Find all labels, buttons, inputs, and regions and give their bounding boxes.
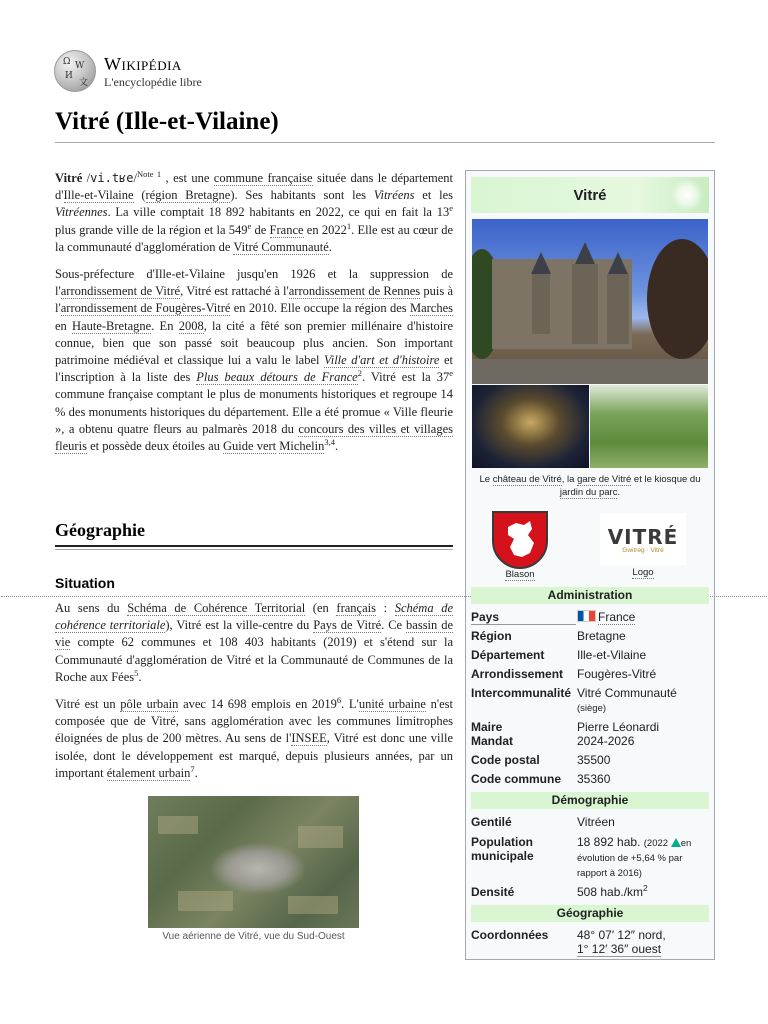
text-run: de bbox=[251, 222, 270, 237]
text-run: . Ce bbox=[381, 618, 407, 633]
text-run: . L' bbox=[341, 697, 359, 712]
section-divider bbox=[55, 545, 453, 547]
text-run: vi.tʁe bbox=[90, 171, 134, 185]
text-run: . En bbox=[151, 318, 179, 333]
article-intro bbox=[55, 170, 453, 465]
text-run: commune française comptant le plus de monuments historiques et regroupe 14 % des monuments historiques du département. Elle a été promue « Ville fleurie », a obtenu quatre fleurs au palmarès 2018 du bbox=[55, 387, 453, 436]
text-run: . La ville comptait 18 892 habitants en 2022, ce qui en fait la 13 bbox=[107, 205, 450, 220]
inline-link[interactable]: arrondissement de Rennes bbox=[288, 284, 421, 299]
text-run: Au sens du bbox=[55, 601, 128, 615]
inline-link[interactable]: gare de Vitré bbox=[577, 474, 632, 485]
inline-link[interactable]: Haute-Bretagne bbox=[72, 318, 152, 333]
wikipedia-globe-logo[interactable]: Ω W И 文 bbox=[54, 50, 96, 92]
inline-link[interactable]: Ille-et-Vilaine bbox=[63, 188, 134, 203]
text-run: . bbox=[138, 669, 142, 684]
text-run: . Elle est au cœur de la communauté d'agglomération de bbox=[55, 222, 453, 254]
inline-link[interactable]: Michelin bbox=[279, 439, 325, 454]
population-number: 18 892 hab. bbox=[577, 835, 641, 849]
text-run: en 2010. Elle occupe la région des bbox=[230, 301, 410, 316]
page-title: Vitré (Ille-et-Vilaine) bbox=[55, 108, 279, 135]
text-run: et le kiosque du bbox=[631, 474, 701, 485]
population-evolution[interactable]: en évolution de +5,64 % par rapport à 2016) bbox=[577, 838, 692, 879]
text-run: Vitré bbox=[55, 171, 83, 185]
maire-mandat-values bbox=[577, 720, 711, 748]
logo-subtitle: Gwitreg · Vitré bbox=[622, 546, 664, 554]
arrondissement-key[interactable]: Arrondissement bbox=[471, 667, 564, 681]
interco-name[interactable]: Vitré Communauté bbox=[577, 686, 677, 700]
text-run: ( bbox=[133, 188, 146, 203]
text-run: ), Vitré est la ville-centre du bbox=[165, 618, 314, 633]
infobox bbox=[465, 170, 715, 960]
coordonnees-key[interactable]: Coordonnées bbox=[471, 928, 549, 942]
kiosque-photo[interactable] bbox=[590, 385, 708, 468]
infobox-title bbox=[471, 177, 709, 213]
reference-sup[interactable]: e bbox=[247, 220, 252, 231]
inline-link[interactable]: Schéma de cohérence territoriale bbox=[55, 601, 454, 633]
situation-paragraph-2 bbox=[55, 696, 453, 782]
inline-link[interactable]: INSEE bbox=[291, 731, 327, 746]
inline-link[interactable]: château de Vitré bbox=[492, 474, 562, 485]
inline-link[interactable]: étalement urbain bbox=[106, 765, 191, 780]
code-commune-value: 35360 bbox=[577, 772, 611, 786]
inline-link[interactable]: jardin du parc bbox=[559, 487, 618, 498]
inline-link[interactable]: arrondissement de Fougères-Vitré bbox=[60, 301, 231, 316]
inline-link[interactable]: pôle urbain bbox=[120, 697, 179, 712]
situation-body bbox=[55, 600, 453, 792]
text-run: n'est composée que de Vitré, sans agglomération avec les communes limitrophes éloignées de plus de 200 mètres. Au sens de l' bbox=[55, 697, 453, 746]
text-run: / bbox=[133, 171, 137, 185]
text-run: avec 14 698 emplois en 2019 bbox=[178, 697, 337, 712]
site-header bbox=[54, 50, 202, 92]
vitre-logo-image[interactable] bbox=[600, 513, 686, 565]
inline-link[interactable]: Vitré Communauté bbox=[233, 239, 329, 254]
reference-sup[interactable]: Note 1 bbox=[137, 168, 162, 179]
mandat-key[interactable]: Mandat bbox=[471, 734, 513, 748]
logo-wordmark: VITRÉ bbox=[607, 524, 679, 549]
inline-link[interactable]: 2008 bbox=[178, 318, 204, 333]
reference-sup[interactable]: 6 bbox=[336, 694, 342, 705]
reference-sup[interactable]: 5 bbox=[134, 667, 139, 678]
text-run: , Vitré est donc une ville isolée, dont le développement est marqué, depuis plusieurs années, par un important bbox=[55, 731, 453, 780]
france-flag-icon bbox=[577, 610, 596, 622]
text-run: en bbox=[55, 318, 73, 333]
reference-sup[interactable]: 3,4 bbox=[324, 436, 336, 447]
maire-mandat-keys bbox=[471, 720, 576, 748]
infobox-section-administration: Administration bbox=[471, 587, 709, 604]
pays-value[interactable]: France bbox=[577, 610, 711, 624]
inline-link[interactable]: commune française bbox=[213, 171, 313, 185]
text-run: (en bbox=[305, 601, 337, 615]
interco-note: (siège) bbox=[577, 703, 607, 714]
text-run: . Vitré est la 37 bbox=[361, 370, 450, 385]
text-run: . bbox=[328, 239, 332, 254]
text-run: Sous-préfecture d'Ille-et-Vilaine jusqu'en 1926 et la suppression de l' bbox=[55, 267, 453, 299]
text-run: , Vitré est rattaché à l' bbox=[180, 284, 289, 299]
chateau-photo[interactable] bbox=[472, 219, 708, 384]
brand-name: Wikipédia bbox=[104, 53, 182, 74]
infobox-section-demographie: Démographie bbox=[471, 792, 709, 809]
title-divider bbox=[55, 142, 715, 143]
gare-photo[interactable] bbox=[472, 385, 589, 468]
departement-key[interactable]: Département bbox=[471, 648, 545, 662]
intro-paragraph-2 bbox=[55, 266, 453, 455]
text-run: Le bbox=[479, 474, 493, 485]
population-key[interactable]: Population municipale bbox=[471, 835, 534, 863]
region-value[interactable]: Bretagne bbox=[577, 629, 626, 643]
inline-link[interactable]: Pays de Vitré bbox=[313, 618, 382, 633]
text-run: . bbox=[335, 439, 339, 454]
inline-link[interactable]: France bbox=[269, 222, 304, 237]
inline-link[interactable]: Schéma de Cohérence Territorial bbox=[127, 601, 306, 615]
text-run: / bbox=[82, 171, 91, 185]
text-run: située dans le département d' bbox=[55, 171, 453, 203]
code-postal-value: 35500 bbox=[577, 753, 611, 767]
text-run: et possède deux étoiles au bbox=[86, 439, 224, 454]
mandat-value: 2024-2026 bbox=[577, 734, 635, 748]
inline-link[interactable]: Guide vert bbox=[223, 439, 277, 454]
text-run: en 2022 bbox=[303, 222, 347, 237]
text-run: , est une bbox=[161, 171, 214, 185]
densite-value: 508 $hab./km^2$ bbox=[577, 883, 648, 899]
reference-sup[interactable]: 2 bbox=[357, 368, 362, 379]
aerial-photo[interactable] bbox=[148, 796, 359, 928]
trend-up-icon bbox=[671, 838, 681, 847]
infobox-title-text: Vitré bbox=[573, 186, 607, 204]
firework-decoration-icon bbox=[671, 179, 703, 211]
text-run: Vitréennes bbox=[55, 205, 108, 220]
gentile-value: Vitréen bbox=[577, 815, 615, 829]
reference-sup[interactable]: e bbox=[449, 368, 453, 379]
inline-link[interactable]: français bbox=[336, 601, 376, 615]
population-value bbox=[577, 835, 711, 880]
inline-link[interactable]: unité urbaine bbox=[358, 697, 426, 712]
intercommunalite-value[interactable] bbox=[577, 686, 711, 715]
inline-link[interactable]: bassin de vie bbox=[55, 618, 453, 650]
text-run: , la bbox=[561, 474, 578, 485]
text-run: compte 62 communes et 108 403 habitants (2019) et s'étend sur la Communauté d'agglomération de Vitré et la Communauté de Communes de la Roche aux Fées bbox=[55, 635, 453, 684]
maire-key[interactable]: Maire bbox=[471, 720, 503, 734]
inline-link[interactable]: Ville d'art et d'histoire bbox=[324, 353, 440, 368]
text-run: plus grande ville de la région et la 549 bbox=[55, 222, 248, 237]
photo-caption bbox=[472, 473, 708, 499]
population-year[interactable]: (2022 bbox=[643, 838, 671, 849]
densite-key[interactable]: Densité bbox=[471, 885, 515, 899]
text-run: puis à l' bbox=[55, 284, 453, 316]
section-divider-thin bbox=[55, 549, 453, 550]
text-run: ). Ses habitants sont les bbox=[230, 188, 374, 203]
text-run: . bbox=[194, 765, 198, 780]
arrondissement-value[interactable]: Fougères-Vitré bbox=[577, 667, 657, 681]
inline-link[interactable]: concours des villes et villages fleuris bbox=[55, 421, 453, 454]
code-commune-key[interactable]: Code commune bbox=[471, 772, 562, 786]
infobox-section-geographie: Géographie bbox=[471, 905, 709, 922]
region-key[interactable]: Région bbox=[471, 629, 512, 643]
inline-link[interactable]: Plus beaux détours de France bbox=[196, 370, 358, 385]
subsection-heading-situation: Situation bbox=[55, 575, 115, 591]
section-heading-geographie: Géographie bbox=[55, 520, 145, 540]
coordonnees-value[interactable]: 48° 07′ 12″ nord, 1° 12′ 36″ ouest bbox=[577, 928, 666, 956]
logo-label[interactable]: Logo bbox=[632, 567, 654, 578]
brand-tagline: L'encyclopédie libre bbox=[104, 74, 202, 89]
inline-link[interactable]: Marches bbox=[409, 301, 453, 316]
gentile-key[interactable]: Gentilé bbox=[471, 815, 512, 829]
aerial-photo-caption: Vue aérienne de Vitré, vue du Sud-Ouest bbox=[162, 931, 345, 942]
reference-sup[interactable]: 1 bbox=[346, 220, 352, 231]
text-run: : bbox=[375, 601, 395, 615]
intercommunalite-key[interactable]: Intercommunalité bbox=[471, 686, 572, 700]
reference-sup[interactable]: 7 bbox=[190, 763, 195, 774]
situation-paragraph-1 bbox=[55, 600, 453, 686]
blason-label[interactable]: Blason bbox=[505, 569, 535, 580]
text-run: et l'inscription à la liste des bbox=[55, 353, 453, 385]
departement-value[interactable]: Ille-et-Vilaine bbox=[577, 648, 647, 662]
code-postal-key[interactable]: Code postal bbox=[471, 753, 540, 767]
text-run: et les bbox=[414, 188, 453, 203]
inline-link[interactable]: arrondissement de Vitré bbox=[60, 284, 181, 299]
text-run: Vitré est un bbox=[55, 697, 121, 712]
brand[interactable] bbox=[104, 55, 202, 88]
text-run: . bbox=[617, 487, 621, 498]
maire-value[interactable]: Pierre Léonardi bbox=[577, 720, 660, 734]
blason-image[interactable] bbox=[492, 511, 548, 569]
text-run: Vitréens bbox=[373, 188, 415, 203]
text-run: , la cité a fêté son premier millénaire d'histoire connue, bien que son passé soit beaucoup plus ancien. Son important patrimoine médiéval et classique lui a valu le label bbox=[55, 318, 453, 368]
intro-paragraph-1 bbox=[55, 170, 453, 256]
pays-key[interactable]: Pays bbox=[471, 610, 576, 625]
reference-sup[interactable]: e bbox=[449, 203, 453, 214]
inline-link[interactable]: région Bretagne bbox=[145, 188, 231, 203]
